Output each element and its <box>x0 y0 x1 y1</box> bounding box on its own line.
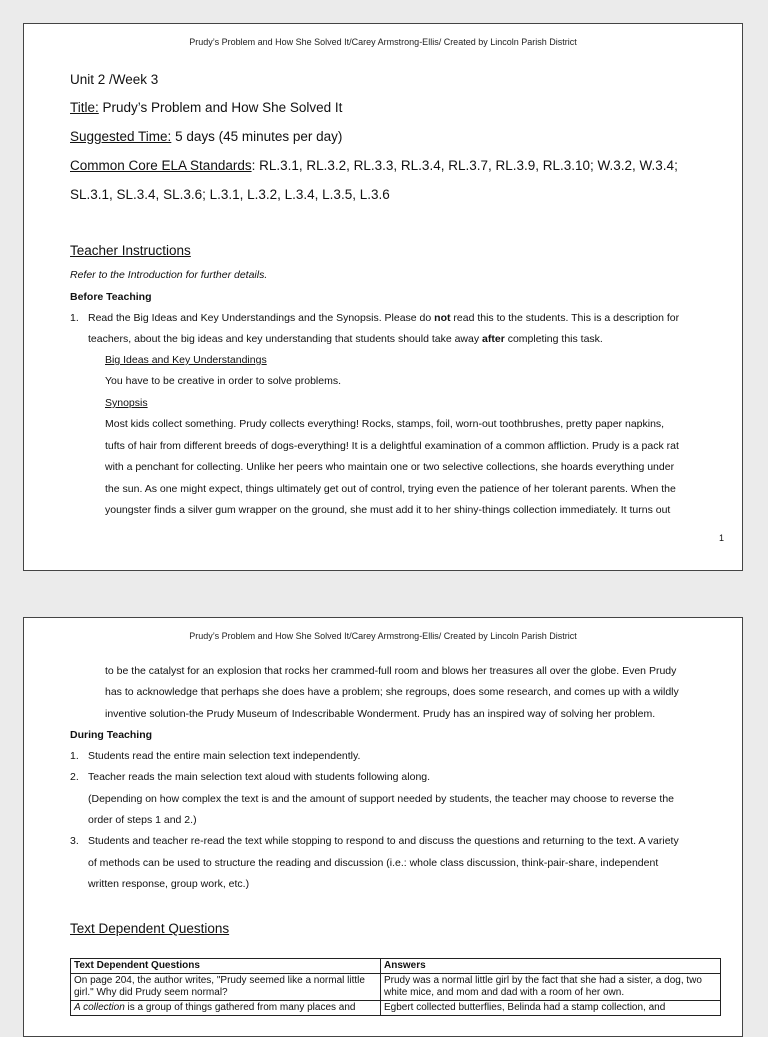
standards-value-1: : RL.3.1, RL.3.2, RL.3.3, RL.3.4, RL.3.7, RL.3.9, RL.3.10; W.3.2, W.3.4; <box>251 158 678 173</box>
step1-line-2 <box>88 333 603 345</box>
title-label: Title: <box>70 100 99 115</box>
answer-cell: Egbert collected butterflies, Belinda had a stamp collection, and <box>381 1001 721 1016</box>
standards-label: Common Core ELA Standards <box>70 158 252 173</box>
during-step-3: written response, group work, etc.) <box>88 878 250 890</box>
during-step-1: Students read the entire main selection text independently. <box>88 750 361 762</box>
synopsis-heading: Synopsis <box>105 397 148 409</box>
step1-bold-after: after <box>482 333 505 345</box>
unit-week: Unit 2 /Week 3 <box>70 72 159 87</box>
standards-line-2: SL.3.1, SL.3.4, SL.3.6; L.3.1, L.3.2, L.3.4, L.3.5, L.3.6 <box>70 187 390 202</box>
tdq-heading: Text Dependent Questions <box>70 921 230 936</box>
step1-text-d: teachers, about the big ideas and key understanding that students should take away <box>88 333 483 345</box>
title-line <box>70 100 342 115</box>
during-teaching-heading: During Teaching <box>70 729 153 741</box>
step1-text-a: Read the Big Ideas and Key Understandings and the Synopsis. Please do <box>88 312 435 324</box>
during-step-2-note: order of steps 1 and 2.) <box>88 814 197 826</box>
before-teaching-heading: Before Teaching <box>70 291 152 303</box>
running-header: Prudy’s Problem and How She Solved It/Carey Armstrong-Ellis/ Created by Lincoln Parish District <box>189 631 577 641</box>
question-text: is a group of things gathered from many places and <box>124 1002 356 1013</box>
synopsis-line: the sun. As one might expect, things ultimately get out of control, trying even the patience of her tolerant parents. When the <box>105 483 676 495</box>
teacher-instructions-heading: Teacher Instructions <box>70 243 191 258</box>
during-step-2: Teacher reads the main selection text aloud with students following along. <box>88 771 431 783</box>
synopsis-line: inventive solution-the Prudy Museum of Indescribable Wonderment. Prudy has an inspired way of solving her problem. <box>105 708 656 720</box>
step-number: 3. <box>70 835 79 847</box>
step-number: 2. <box>70 771 79 783</box>
synopsis-line: has to acknowledge that perhaps she does have a problem; she regroups, does some research, and comes up with a wildly <box>105 686 679 698</box>
page-number: 1 <box>718 533 724 543</box>
question-cell: On page 204, the author writes, "Prudy seemed like a normal little girl." Why did Prudy seem normal? <box>71 974 381 1001</box>
synopsis-line: tufts of hair from different breeds of dogs-everything! It is a delightful examination of a common affliction. Prudy is a pack rat <box>105 440 679 452</box>
standards-line-1 <box>70 158 678 173</box>
answer-cell: Prudy was a normal little girl by the fact that she had a sister, a dog, two white mice, and mom and dad with a room of her own. <box>381 974 721 1001</box>
running-header: Prudy’s Problem and How She Solved It/Carey Armstrong-Ellis/ Created by Lincoln Parish District <box>189 37 577 47</box>
refer-note: Refer to the Introduction for further details. <box>70 269 268 281</box>
question-cell <box>71 1001 381 1016</box>
step-number: 1. <box>70 312 79 324</box>
document-page-2 <box>23 617 743 1037</box>
synopsis-line: with a penchant for collecting. Unlike her peers who maintain one or two selective collections, she hoards everything under <box>105 461 675 473</box>
synopsis-line: youngster finds a silver gum wrapper on the ground, she must add it to her shiny-things collection immediately. It turns out <box>105 504 671 516</box>
synopsis-line: to be the catalyst for an explosion that rocks her crammed-full room and blows her treasures all over the globe. Even Prudy <box>105 665 677 677</box>
suggested-time-line <box>70 129 342 144</box>
during-step-2-note: (Depending on how complex the text is and the amount of support needed by students, the teacher may choose to reverse the <box>88 793 675 805</box>
tdq-table <box>70 958 721 1016</box>
table-header: Answers <box>381 959 721 974</box>
table-row <box>71 974 721 1001</box>
during-step-3: of methods can be used to structure the reading and discussion (i.e.: whole class discussion, think-pair-share, independent <box>88 857 659 869</box>
collection-term: A collection <box>74 1002 125 1013</box>
document-page-1 <box>23 23 743 571</box>
suggested-time-label: Suggested Time: <box>70 129 172 144</box>
step1-text-e: completing this task. <box>504 333 603 345</box>
step-number: 1. <box>70 750 79 762</box>
table-header-row <box>71 959 721 974</box>
step1-bold-not: not <box>434 312 451 324</box>
table-header: Text Dependent Questions <box>71 959 381 974</box>
big-ideas-text: You have to be creative in order to solve problems. <box>105 375 341 387</box>
suggested-time-value: 5 days (45 minutes per day) <box>171 129 343 144</box>
synopsis-line: Most kids collect something. Prudy collects everything! Rocks, stamps, foil, worn-out toothbrushes, pretty paper napkins, <box>105 418 665 430</box>
big-ideas-heading: Big Ideas and Key Understandings <box>105 354 267 366</box>
table-row <box>71 1001 721 1016</box>
step1-text-c: read this to the students. This is a description for <box>450 312 680 324</box>
title-value: Prudy’s Problem and How She Solved It <box>98 100 343 115</box>
step1-line-1 <box>88 312 679 324</box>
during-step-3: Students and teacher re-read the text while stopping to respond to and discuss the questions and returning to the text. A variety <box>88 835 679 847</box>
